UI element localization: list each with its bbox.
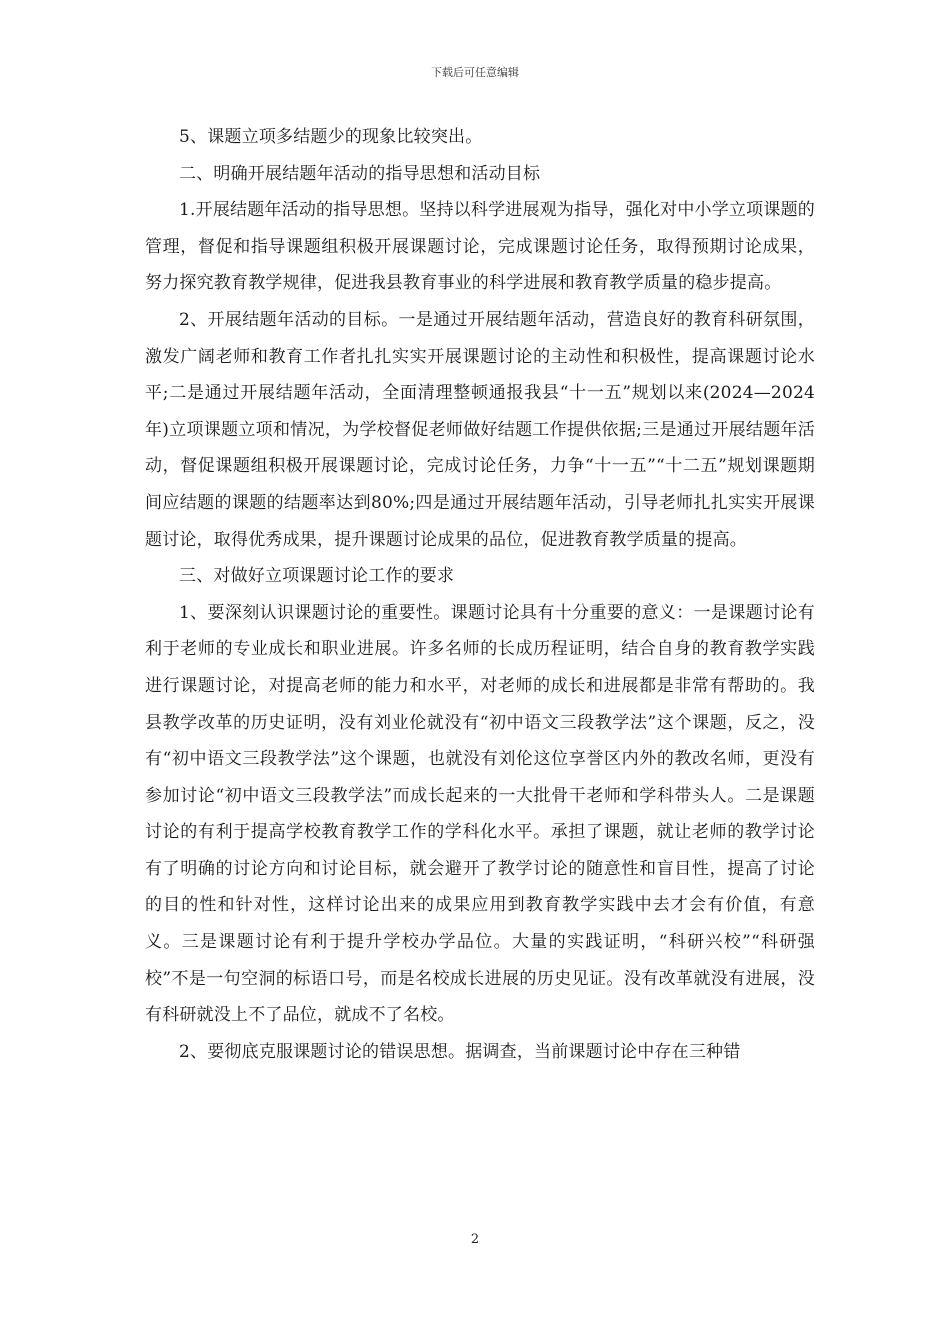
paragraph-importance: 1、要深刻认识课题讨论的重要性。课题讨论具有十分重要的意义：一是课题讨论有利于老师的专业成长和职业进展。许多名师的长成历程证明，结合自身的教育教学实践进行课题讨论，对提高老师的能力和水平，对老师的成长和进展都是非常有帮助的。我县教学改革的历史证明，没有刘业伦就没有“初中语文三段教学法”这个课题，反之，没有“初中语文三段教学法”这个课题，也就没有刘伦这位享誉区内外的教改名师，更没有参加讨论“初中语文三段教学法”而成长起来的一大批骨干老师和学科带头人。二是课题讨论的有利于提高学校教育教学工作的学科化水平。承担了课题，就让老师的教学讨论有了明确的讨论方向和讨论目标，就会避开了教学讨论的随意性和盲目性，提高了讨论的目的性和针对性，这样讨论出来的成果应用到教育教学实践中去才会有价值，有意义。三是课题讨论有利于提升学校办学品位。大量的实践证明，“科研兴校”“科研强校”不是一句空洞的标语口号，而是名校成长进展的历史见证。没有改革就没有进展，没有科研就没上不了品位，就成不了名校。 — [145, 602, 815, 1026]
paragraph-wrong-thinking: 2、要彻底克服课题讨论的错误思想。据调查，当前课题讨论中存在三种错 — [179, 1041, 741, 1062]
paragraph-item-5: 5、课题立项多结题少的现象比较突出。 — [179, 127, 483, 147]
section-heading-2: 二、明确开展结题年活动的指导思想和活动目标 — [179, 163, 541, 184]
paragraph-guiding-thought: 1.开展结题年活动的指导思想。坚持以科学进展观为指导，强化对中小学立项课题的管理，督促和指导课题组积极开展课题讨论，完成课题讨论任务，取得预期讨论成果，努力探究教育教学规律，促进我县教育事业的科学进展和教育教学质量的稳步提高。 — [145, 200, 815, 294]
page-number: 2 — [470, 1232, 480, 1247]
document-body — [145, 119, 815, 1070]
page-header: 下载后可任意编辑 — [431, 66, 519, 79]
section-heading-3: 三、对做好立项课题讨论工作的要求 — [179, 566, 455, 587]
paragraph-activity-goals: 2、开展结题年活动的目标。一是通过开展结题年活动，营造良好的教育科研氛围，激发广阔老师和教育工作者扎扎实实开展课题讨论的主动性和积极性，提高课题讨论水平;二是通过开展结题年活动，全面清理整顿通报我县“十一五”规划以来(2024—2024年)立项课题立项和情况，为学校督促老师做好结题工作提供依据;三是通过开展结题年活动，督促课题组积极开展课题讨论，完成讨论任务，力争“十一五”“十二五”规划课题期间应结题的课题的结题率达到80%;四是通过开展结题年活动，引导老师扎扎实实开展课题讨论，取得优秀成果，提升课题讨论成果的品位，促进教育教学质量的提高。 — [145, 309, 815, 550]
